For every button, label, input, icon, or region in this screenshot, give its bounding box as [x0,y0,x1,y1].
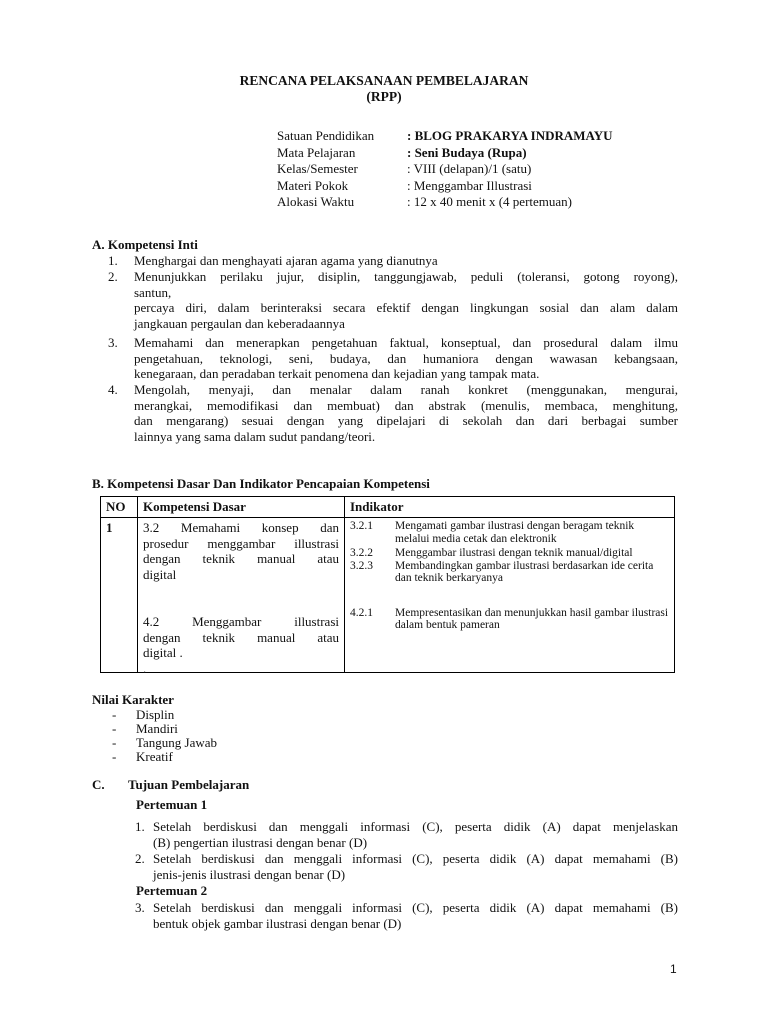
pertemuan-2-heading: Pertemuan 2 [136,883,208,898]
text-line: Memahami dan menerapkan pengetahuan faktual, konseptual, dan prosedural dalam ilmu [134,335,678,350]
kd2-line: digital . [143,645,183,660]
nilai-text: Kreatif [136,749,173,764]
indicator-cell [345,518,675,673]
section-c-letter: C. [92,777,105,792]
section-c-heading: Tujuan Pembelajaran [128,777,250,792]
meta-row [277,145,613,162]
list-text [134,335,678,382]
meta-label: Materi Pokok [277,177,349,193]
indicator-row [350,547,669,560]
list-number: 2. [135,851,145,866]
list-number: 1. [135,819,145,834]
text-line: Setelah berdiskusi dan menggali informasi (C), peserta didik (A) dapat memahami (B) [153,851,678,866]
kd2-dot: . [143,660,147,676]
indicator-text: Mempresentasikan dan menunjukkan hasil gambar ilustrasi dalam bentuk pameran [395,606,669,631]
list-text [134,253,678,269]
list-number: 3. [135,900,145,915]
meta-row [277,161,613,178]
kd-cell [138,518,345,676]
list-item: - Mandiri [112,721,178,736]
text-line: percaya diri, dalam berinteraksi secara efektif dengan lingkungan sosial dan alam dalam [134,300,678,315]
indicator-text: Menggambar ilustrasi dengan teknik manual/digital [395,547,633,559]
text-line: merangkai, memodifikasi dan membuat) dan abstrak (menulis, membaca, menghitung, [134,397,678,413]
list-text [153,819,678,850]
meta-label: Mata Pelajaran [277,144,356,160]
text-line: dan mengarang) sesuai dengan yang dipelajari di sekolah dan dari berbagai sumber [134,413,678,428]
text-line: Setelah berdiskusi dan menggali informasi (C), peserta didik (A) dapat menjelaskan [153,819,678,834]
text-line: Menunjukkan perilaku jujur, disiplin, tanggungjawab, peduli (toleransi, gotong royong), [134,269,678,284]
table-header-row [101,497,675,518]
meta-label: Kelas/Semester [277,161,358,177]
text-line: santun, [134,284,172,300]
indicator-number: 4.2.1 [350,606,373,619]
page-number: 1 [670,962,677,976]
meta-label: Alokasi Waktu [277,194,355,210]
table-header: NO [101,497,138,518]
nilai-text: Displin [136,707,175,722]
list-number: 4. [108,382,118,397]
meta-info [277,128,613,211]
section-b-heading: B. Kompetensi Dasar Dan Indikator Pencapaian Kompetensi [92,476,430,491]
table-header: Indikator [345,497,675,518]
text-line: Mengolah, menyaji, dan menalar dalam ranah konkret (menggunakan, mengurai, [134,382,678,397]
text-line: jangkauan pergaulan dan keberadaannya [134,315,345,331]
meta-value: : Menggambar Illustrasi [407,177,532,193]
text-line: pengetahuan, teknologi, seni, budaya, dan humaniora dengan wawasan kebangsaan, [134,350,678,366]
pertemuan-1-heading: Pertemuan 1 [136,797,208,812]
text-line: kenegaraan, dan peradaban terkait penomena dan kejadian yang tampak mata. [134,366,540,381]
table-row [101,518,675,673]
document-title: RENCANA PELAKSANAAN PEMBELAJARAN [239,73,529,88]
indicator-text: Mengamati gambar ilustrasi dengan beragam teknik melalui media cetak dan elektronik [395,520,635,545]
meta-row [277,128,613,145]
nilai-text: Tangung Jawab [136,735,218,750]
list-text [134,269,678,331]
row-number: 1 [101,518,138,673]
indicator-row [350,560,669,585]
section-a-heading: A. Kompetensi Inti [92,237,198,252]
table-header: Kompetensi Dasar [138,497,345,518]
list-item: - Tangung Jawab [112,735,218,750]
text-line: (B) pengertian ilustrasi dengan benar (D) [153,834,368,850]
indicator-text: Membandingkan gambar ilustrasi berdasarkan ide cerita dan teknik berkaryanya [395,559,654,584]
kd1-line: digital [143,566,177,582]
indicator-number: 3.2.1 [350,520,373,532]
nilai-karakter-heading: Nilai Karakter [92,692,174,707]
indicator-row [350,607,669,632]
list-text [134,382,678,444]
meta-row [277,194,613,211]
meta-value: : Seni Budaya (Rupa) [407,144,527,160]
list-item: - Kreatif [112,749,173,764]
meta-value: : BLOG PRAKARYA INDRAMAYU [407,128,613,143]
text-line: jenis-jenis ilustrasi dengan benar (D) [153,866,346,882]
kd2-line: 4.2 Menggambar illustrasi [143,614,339,629]
document-subtitle: (RPP) [366,89,402,104]
kd-cell-content [143,520,339,676]
kd1-line: 3.2 Memahami konsep dan [143,520,339,535]
kd1-line: prosedur menggambar illustrasi [143,535,339,551]
kd1-line: dengan teknik manual atau [143,551,339,566]
text-line: bentuk objek gambar ilustrasi dengan benar (D) [153,915,402,931]
list-number: 3. [108,335,118,350]
meta-label: Satuan Pendidikan [277,128,375,143]
kd2-line: dengan teknik manual atau [143,629,339,645]
text-line: Setelah berdiskusi dan menggali informasi (C), peserta didik (A) dapat memahami (B) [153,900,678,915]
nilai-text: Mandiri [136,721,178,736]
list-number: 1. [108,253,118,268]
text-line: Menghargai dan menghayati ajaran agama yang dianutnya [134,253,438,268]
indicator-number: 3.2.3 [350,559,373,572]
list-text [153,900,678,931]
meta-row [277,178,613,195]
list-number: 2. [108,269,118,284]
indicator-row [350,520,669,545]
indicator-number: 3.2.2 [350,547,373,559]
text-line: lainnya yang sama dalam sudut pandang/teori. [134,428,376,444]
list-text [153,851,678,882]
meta-value: : 12 x 40 menit x (4 pertemuan) [407,194,572,210]
meta-value: : VIII (delapan)/1 (satu) [407,161,532,177]
kd-table [100,496,675,676]
list-item: - Displin [112,707,175,722]
